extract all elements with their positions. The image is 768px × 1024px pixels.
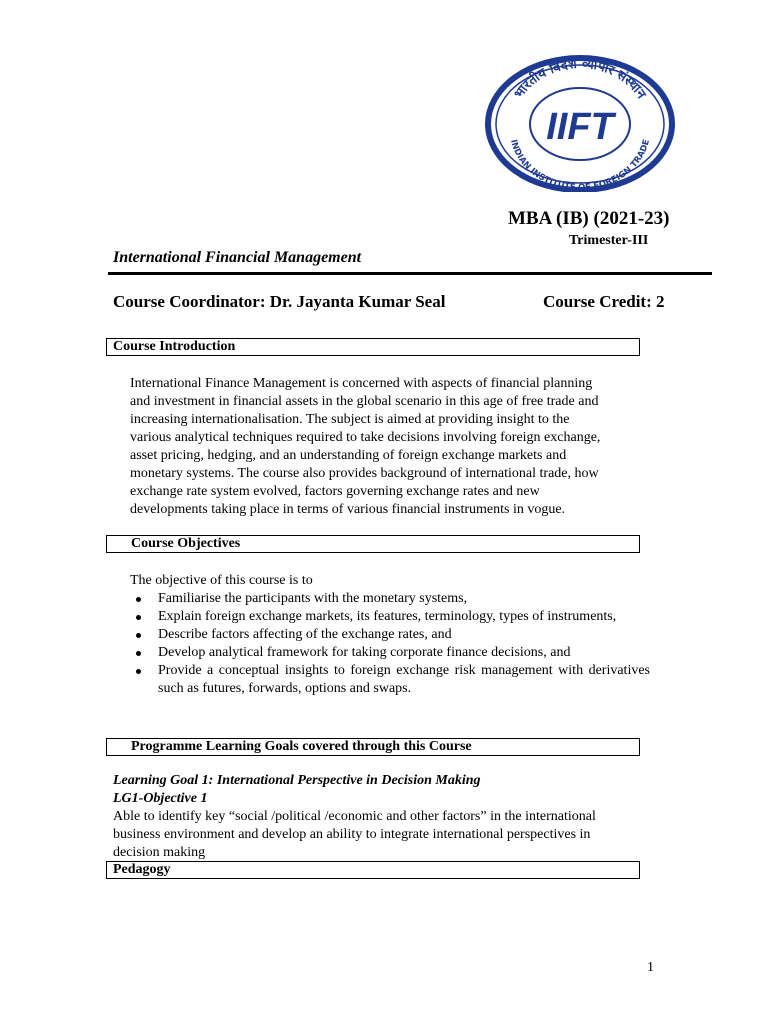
section-heading-pedagogy: Pedagogy bbox=[106, 861, 640, 879]
course-credit: Course Credit: 2 bbox=[543, 292, 665, 311]
logo-text-top: भारतीय विदेश व्यापार संस्थान bbox=[511, 56, 649, 102]
course-coordinator: Course Coordinator: Dr. Jayanta Kumar Seal bbox=[113, 292, 446, 311]
list-item: Describe factors affecting of the exchange rates, and bbox=[130, 626, 650, 644]
objectives-list bbox=[130, 590, 650, 698]
learning-goal-title: Learning Goal 1: International Perspective in Decision Making bbox=[113, 773, 481, 788]
intro-line: increasing internationalisation. The subject is aimed at providing insight to the bbox=[130, 412, 570, 427]
list-item: Familiarise the participants with the monetary systems, bbox=[130, 590, 650, 608]
intro-line: and investment in financial assets in the global scenario in this age of free trade and bbox=[130, 394, 599, 409]
course-introduction-text bbox=[130, 375, 650, 519]
goal-line: decision making bbox=[113, 845, 206, 860]
list-item: Provide a conceptual insights to foreign exchange risk management with derivatives such as futures, forwards, options and swaps. bbox=[130, 662, 650, 698]
course-title: International Financial Management bbox=[113, 249, 362, 266]
objectives-lead: The objective of this course is to bbox=[130, 573, 313, 588]
intro-line: developments taking place in terms of various financial instruments in vogue. bbox=[130, 502, 566, 517]
header-divider bbox=[108, 272, 712, 275]
list-item: Develop analytical framework for taking corporate finance decisions, and bbox=[130, 644, 650, 662]
intro-line: various analytical techniques required to take decisions involving foreign exchange, bbox=[130, 430, 601, 445]
svg-text:भारतीय विदेश व्यापार संस्थान bbox=[512, 57, 649, 103]
program-title: MBA (IB) (2021-23) bbox=[508, 208, 670, 229]
goal-line: Able to identify key “social /political /economic and other factors” in the international bbox=[113, 809, 596, 824]
page-number: 1 bbox=[647, 960, 654, 975]
trimester-label: Trimester-III bbox=[569, 233, 649, 248]
learning-goal-text bbox=[113, 808, 643, 862]
section-heading-introduction: Course Introduction bbox=[106, 338, 640, 356]
iift-logo bbox=[480, 52, 680, 192]
section-heading-objectives: Course Objectives bbox=[106, 535, 640, 553]
intro-line: asset pricing, hedging, and an understanding of foreign exchange markets and bbox=[130, 448, 567, 463]
section-heading-learning-goals: Programme Learning Goals covered through this Course bbox=[106, 738, 640, 756]
list-item: Explain foreign exchange markets, its features, terminology, types of instruments, bbox=[130, 608, 650, 626]
learning-goal-objective: LG1-Objective 1 bbox=[113, 791, 208, 806]
logo-text-bottom: INDIAN INSTITUTE OF FOREIGN TRADE bbox=[508, 138, 652, 192]
intro-line: exchange rate system evolved, factors governing exchange rates and new bbox=[130, 484, 540, 499]
logo-monogram: IIFT bbox=[546, 106, 614, 148]
goal-line: business environment and develop an ability to integrate international perspectives in bbox=[113, 827, 591, 842]
intro-line: monetary systems. The course also provides background of international trade, how bbox=[130, 466, 599, 481]
intro-line: International Finance Management is concerned with aspects of financial planning bbox=[130, 376, 593, 391]
